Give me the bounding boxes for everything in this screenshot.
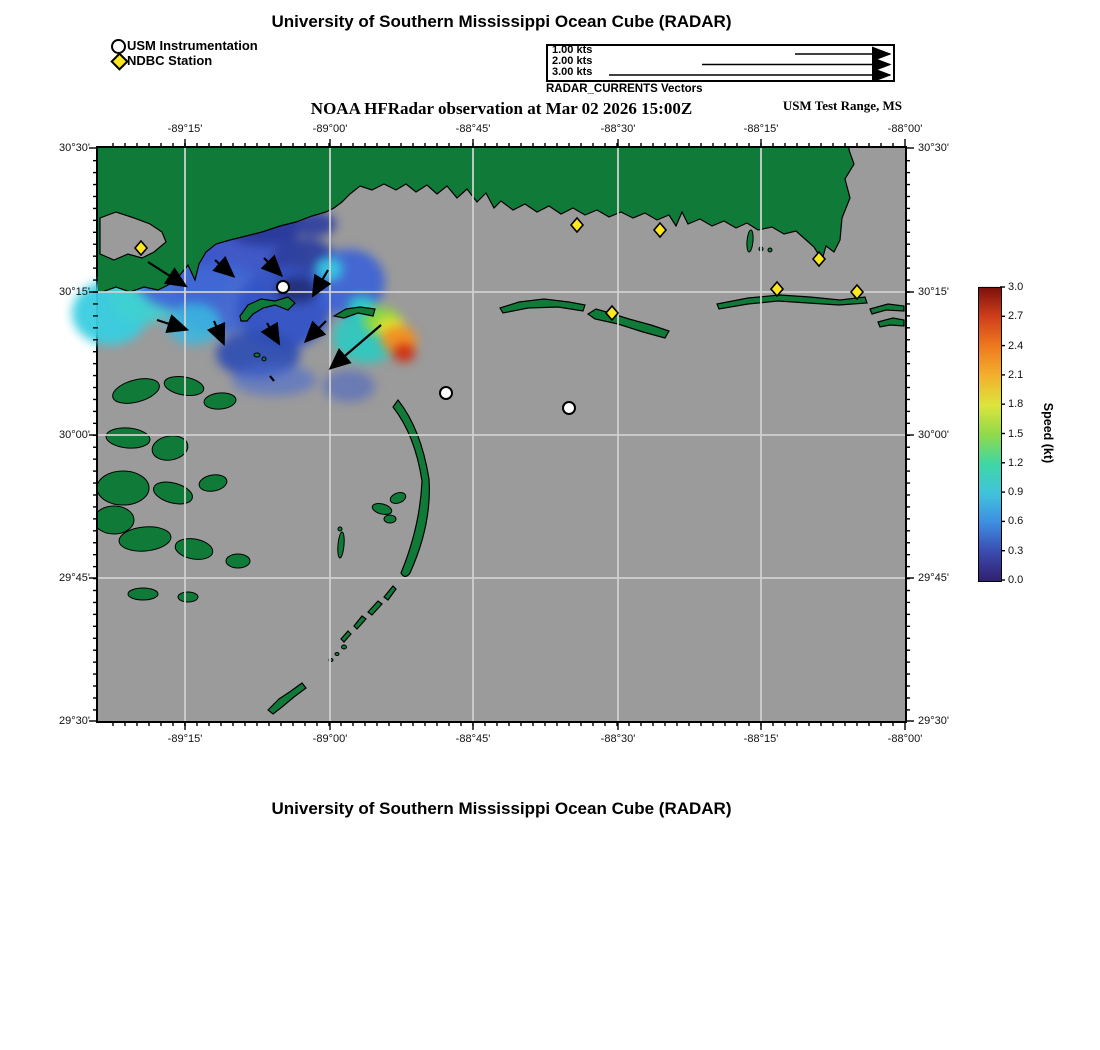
colorbar-tick-label: 1.2: [1008, 456, 1024, 469]
x-axis-label-bottom: -88°00': [887, 733, 923, 745]
land-shape: [354, 616, 366, 629]
x-axis-label-bottom: -89°00': [312, 733, 348, 745]
ndbc-station-icon: [110, 52, 128, 70]
x-axis-label-top: -88°00': [887, 123, 923, 135]
ndbc-station-marker: [654, 223, 666, 237]
current-vector: [314, 270, 328, 294]
y-axis-label-right: 30°30': [918, 142, 949, 154]
land-shape: [198, 473, 228, 494]
y-axis-label-right: 30°15': [918, 286, 949, 298]
current-vector: [332, 325, 381, 367]
y-axis-label-left: 30°30': [59, 142, 90, 154]
x-axis-label-bottom: -89°15': [167, 733, 203, 745]
land-shape: [178, 592, 198, 602]
land-shape: [98, 148, 854, 292]
current-vector: [307, 321, 326, 340]
observation-subtitle: NOAA HFRadar observation at Mar 02 2026 15:00Z: [310, 99, 693, 118]
scale-row-3-label: 3.00 kts: [552, 66, 593, 78]
y-axis-label-left: 29°30': [59, 715, 90, 727]
x-axis-label-top: -88°15': [743, 123, 779, 135]
land-shape: [105, 426, 151, 450]
land-shape: [588, 309, 669, 338]
land-shape: [717, 295, 867, 309]
land-shape: [368, 601, 382, 615]
land-shape: [110, 374, 162, 408]
usm-station-marker: [277, 281, 289, 293]
colorbar-tick-label: 0.0: [1008, 574, 1024, 586]
colorbar-tick-label: 1.5: [1008, 427, 1024, 440]
usm-station-marker: [563, 402, 575, 414]
colorbar-tick-label: 0.9: [1008, 486, 1024, 499]
current-vector: [157, 320, 185, 329]
colorbar-tick-label: 0.3: [1008, 544, 1024, 557]
current-vectors: [148, 258, 381, 381]
colorbar: [978, 287, 1002, 582]
land-shape: [500, 299, 585, 313]
y-axis-label-left: 29°45': [59, 572, 90, 584]
land-layer: [98, 148, 904, 714]
y-axis-label-left: 30°15': [59, 286, 90, 298]
colorbar-tick-label: 1.8: [1008, 398, 1024, 411]
current-vector: [264, 258, 280, 274]
map-canvas[interactable]: [98, 148, 905, 721]
land-shape: [393, 400, 429, 577]
land-shape: [98, 471, 149, 505]
y-axis-label-right: 30°00': [918, 429, 949, 441]
vector-scale-box: [546, 44, 895, 82]
land-shape: [268, 683, 306, 714]
land-shape: [746, 230, 754, 252]
land-shape: [870, 304, 904, 314]
land-shape: [342, 645, 347, 649]
ndbc-station-marker: [571, 218, 583, 232]
land-shape: [254, 353, 260, 357]
land-shape: [128, 588, 158, 600]
current-vector: [215, 260, 232, 275]
vector-scale-caption: RADAR_CURRENTS Vectors: [546, 83, 703, 95]
land-shape: [768, 248, 772, 252]
land-shape: [262, 357, 266, 361]
x-axis-label-top: -88°45': [455, 123, 491, 135]
land-shape: [389, 491, 407, 506]
x-axis-label-bottom: -88°45': [455, 733, 491, 745]
map-overlay: [98, 148, 905, 721]
colorbar-tick-label: 2.1: [1008, 368, 1024, 381]
scale-row-2-label: 2.00 kts: [552, 55, 593, 67]
x-axis-label-bottom: -88°15': [743, 733, 779, 745]
land-shape: [151, 478, 195, 508]
land-shape: [371, 502, 393, 517]
colorbar-tick-label: 2.7: [1008, 310, 1024, 323]
x-axis-label-top: -89°00': [312, 123, 348, 135]
current-vector: [270, 376, 274, 381]
usm-station-marker: [440, 387, 452, 399]
page-title: University of Southern Mississippi Ocean Cube (RADAR): [271, 12, 732, 31]
land-shape: [240, 297, 295, 321]
land-shape: [150, 433, 190, 463]
region-label: USM Test Range, MS: [782, 98, 902, 113]
land-shape: [163, 374, 206, 399]
scale-row-1-label: 1.00 kts: [552, 44, 593, 56]
y-axis-label-right: 29°45': [918, 572, 949, 584]
land-shape: [203, 392, 236, 411]
y-axis-label-left: 30°00': [59, 429, 90, 441]
y-axis-label-right: 29°30': [918, 715, 949, 727]
land-shape: [226, 554, 250, 568]
scale-arrows: [548, 46, 893, 80]
x-axis-label-top: -89°15': [167, 123, 203, 135]
land-shape: [341, 631, 351, 642]
current-vector: [214, 321, 223, 342]
land-shape: [335, 653, 339, 656]
land-shape: [384, 586, 396, 600]
x-axis-label-bottom: -88°30': [600, 733, 636, 745]
colorbar-tick-label: 2.4: [1008, 339, 1024, 352]
colorbar-title: Speed (kt): [1041, 402, 1055, 464]
colorbar-tick-label: 0.6: [1008, 515, 1024, 528]
land-shape: [384, 515, 396, 523]
land-shape: [174, 536, 215, 562]
legend-ndbc-label: NDBC Station: [127, 53, 213, 68]
land-shape: [337, 532, 345, 558]
legend-usm-label: USM Instrumentation: [127, 38, 258, 53]
current-vector: [267, 323, 278, 342]
land-shape: [98, 506, 134, 534]
ndbc-station-marker: [771, 282, 783, 296]
colorbar-tick-label: 3.0: [1008, 281, 1024, 293]
land-shape: [338, 527, 342, 531]
land-shape: [334, 307, 375, 318]
x-axis-label-top: -88°30': [600, 123, 636, 135]
page-title-bottom: University of Southern Mississippi Ocean Cube (RADAR): [271, 799, 732, 818]
land-shape: [878, 318, 904, 327]
